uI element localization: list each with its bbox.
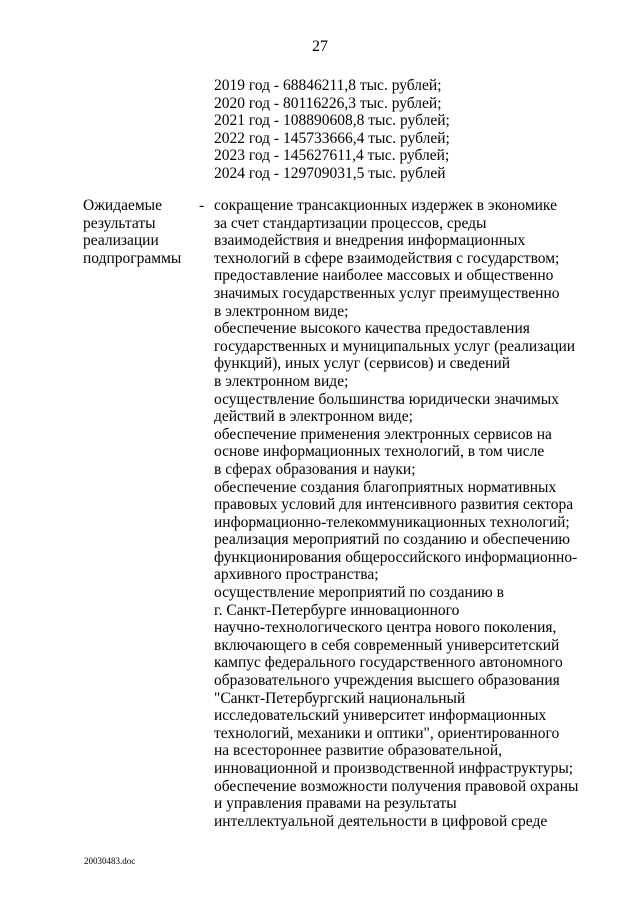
results-line: на всестороннее развитие образовательной, bbox=[214, 742, 503, 760]
results-line: предоставление наиболее массовых и общественно bbox=[214, 267, 554, 285]
results-line: технологий в сфере взаимодействия с государством; bbox=[214, 249, 560, 267]
funding-line: 2023 год - 145627611,4 тыс. рублей; bbox=[214, 147, 450, 165]
section-label-line: Ожидаемые bbox=[83, 197, 162, 214]
expected-results bbox=[214, 197, 578, 830]
results-line: действий в электронном виде; bbox=[214, 408, 413, 426]
results-line: за счет стандартизации процессов, среды bbox=[214, 214, 487, 232]
results-line: в электронном виде; bbox=[214, 302, 349, 320]
results-line: архивного пространства; bbox=[214, 566, 379, 584]
section-label-line: реализации bbox=[83, 232, 159, 250]
page-number: 27 bbox=[312, 38, 328, 55]
results-line: технологий, механики и оптики", ориентированного bbox=[214, 724, 560, 742]
results-line: обеспечение создания благоприятных нормативных bbox=[214, 478, 557, 496]
results-line: образовательного учреждения высшего образования bbox=[214, 672, 560, 690]
results-line: информационно-телекоммуникационных технологий; bbox=[214, 513, 570, 531]
label-dash: - bbox=[199, 197, 205, 214]
results-line: осуществление большинства юридически значимых bbox=[214, 390, 559, 408]
funding-line: 2022 год - 145733666,4 тыс. рублей; bbox=[214, 129, 450, 147]
section-label-line: подпрограммы bbox=[83, 249, 182, 267]
section-label-line: результаты bbox=[83, 214, 156, 232]
results-line: основе информационных технологий, в том числе bbox=[214, 443, 545, 461]
results-line: и управления правами на результаты bbox=[214, 795, 457, 813]
results-line: осуществление мероприятий по созданию в bbox=[214, 584, 504, 602]
section-label bbox=[83, 197, 181, 267]
results-line: значимых государственных услуг преимущественно bbox=[214, 284, 560, 302]
results-line: интеллектуальной деятельности в цифровой среде bbox=[214, 812, 548, 830]
results-line: инновационной и производственной инфраструктуры; bbox=[214, 760, 574, 777]
results-line: функций), иных услуг (сервисов) и сведений bbox=[214, 355, 511, 373]
results-line: обеспечение высокого качества предоставления bbox=[214, 320, 530, 338]
results-line: государственных и муниципальных услуг (реализации bbox=[214, 337, 576, 355]
results-line: исследовательский университет информационных bbox=[214, 707, 547, 725]
file-name-footer: 20030483.doc bbox=[84, 856, 136, 866]
results-line: г. Санкт-Петербурге инновационного bbox=[214, 601, 460, 619]
results-line: обеспечение возможности получения правовой охраны bbox=[214, 777, 579, 795]
results-line: правовых условий для интенсивного развития сектора bbox=[214, 496, 574, 514]
results-line: "Санкт-Петербургский национальный bbox=[214, 689, 466, 707]
funding-list bbox=[214, 77, 450, 183]
funding-line: 2020 год - 80116226,3 тыс. рублей; bbox=[214, 94, 442, 112]
results-line: обеспечение применения электронных сервисов на bbox=[214, 425, 552, 443]
results-line: научно-технологического центра нового поколения, bbox=[214, 619, 557, 637]
results-line: сокращение трансакционных издержек в экономике bbox=[214, 197, 557, 214]
results-line: взаимодействия и внедрения информационных bbox=[214, 232, 526, 250]
results-line: функционирования общероссийского информационно- bbox=[214, 548, 578, 566]
results-line: включающего в себя современный университетский bbox=[214, 636, 560, 654]
funding-line: 2019 год - 68846211,8 тыс. рублей; bbox=[214, 77, 442, 94]
funding-line: 2024 год - 129709031,5 тыс. рублей bbox=[214, 164, 446, 182]
results-line: в электронном виде; bbox=[214, 372, 349, 390]
results-line: кампус федерального государственного автономного bbox=[214, 654, 563, 672]
results-line: в сферах образования и науки; bbox=[214, 460, 416, 478]
funding-line: 2021 год - 108890608,8 тыс. рублей; bbox=[214, 112, 450, 130]
results-line: реализация мероприятий по созданию и обеспечению bbox=[214, 531, 570, 549]
